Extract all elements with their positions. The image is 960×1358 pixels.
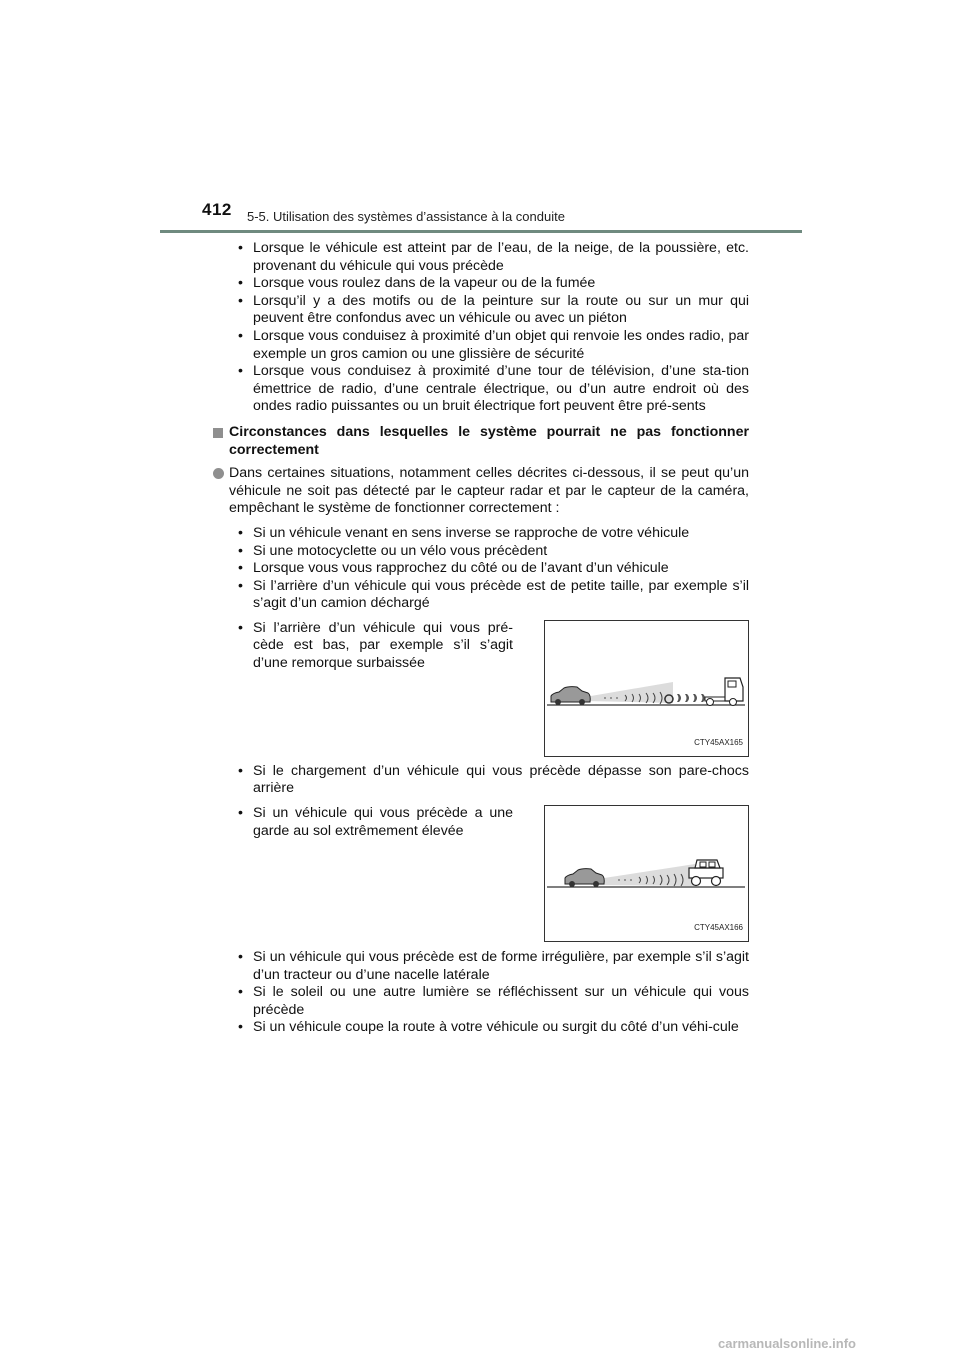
page-number: 412 xyxy=(202,200,232,219)
intro-paragraph xyxy=(213,465,749,518)
circle-bullet-icon xyxy=(213,468,224,479)
truck-icon xyxy=(705,678,743,706)
list-item: • Lorsqu’il y a des motifs ou de la peinture sur la route ou sur un mur qui peuvent être confondus avec un véhicule ou avec un piéton xyxy=(213,293,749,328)
list-item: • Si l’arrière d’un véhicule qui vous précède est de petite taille, par exemple s’il s’agit d’un camion déchargé xyxy=(213,578,749,613)
list-item: • Si un véhicule venant en sens inverse se rapproche de votre véhicule xyxy=(213,525,749,543)
car-icon xyxy=(565,869,604,887)
section-heading xyxy=(213,424,749,459)
list-item: • Si l’arrière d’un véhicule qui vous pré-cède est bas, par exemple s’il s’agit d’une remorque surbaissée xyxy=(213,620,513,673)
section-title: 5-5. Utilisation des systèmes d’assistance à la conduite xyxy=(247,209,565,224)
list-item: • Lorsque le véhicule est atteint par de l’eau, de la neige, de la poussière, etc. provenant du véhicule qui vous précède xyxy=(213,240,749,275)
intro-text: Dans certaines situations, notamment celles décrites ci-dessous, il se peut qu’un véhicule ne soit pas détecté par le capteur radar et par le capteur de la caméra, empêchant le système de fonctionner correctement : xyxy=(229,465,749,517)
list-item: • Lorsque vous conduisez à proximité d’une tour de télévision, d’une sta-tion émettrice de radio, d’une centrale électrique, ou d’un autre endroit où des ondes radio puissantes ou un bruit électrique fort peuvent être pré-sents xyxy=(213,363,749,416)
car-icon xyxy=(551,687,590,705)
condition-list-bottom xyxy=(213,949,749,1037)
page-content xyxy=(213,240,749,1037)
list-item: • Si un véhicule qui vous précède est de forme irrégulière, par exemple s’il s’agit d’un tracteur ou d’une nacelle latérale xyxy=(213,949,749,984)
list-item: • Si un véhicule coupe la route à votre véhicule ou surgit du côté d’un véhi-cule xyxy=(213,1019,749,1037)
figure-low-trailer xyxy=(544,620,749,757)
list-item: • Si le soleil ou une autre lumière se réfléchissent sur un véhicule qui vous précède xyxy=(213,984,749,1019)
condition-list xyxy=(213,525,749,613)
list-item: • Lorsque vous roulez dans de la vapeur ou de la fumée xyxy=(213,275,749,293)
header-rule xyxy=(160,230,802,233)
suv-icon xyxy=(689,860,723,886)
list-item: • Lorsque vous vous rapprochez du côté ou de l’avant d’un véhicule xyxy=(213,560,749,578)
list-item: • Si une motocyclette ou un vélo vous précèdent xyxy=(213,543,749,561)
figure-code: CTY45AX166 xyxy=(694,923,743,933)
figure-row-1 xyxy=(213,620,749,757)
square-bullet-icon xyxy=(213,428,223,438)
watermark: carmanualsonline.info xyxy=(718,1336,856,1351)
figure-code: CTY45AX165 xyxy=(694,738,743,748)
figure-high-clearance xyxy=(544,805,749,942)
list-item: • Lorsque vous conduisez à proximité d’un objet qui renvoie les ondes radio, par exemple un gros camion ou une glissière de sécurité xyxy=(213,328,749,363)
list-item: • Si un véhicule qui vous précède a une garde au sol extrêmement élevée xyxy=(213,805,513,840)
list-item: • Si le chargement d’un véhicule qui vous précède dépasse son pare-chocs arrière xyxy=(213,763,749,798)
section-heading-text: Circonstances dans lesquelles le système pourrait ne pas fonctionner correctement xyxy=(229,423,749,458)
figure-row-2 xyxy=(213,805,749,942)
